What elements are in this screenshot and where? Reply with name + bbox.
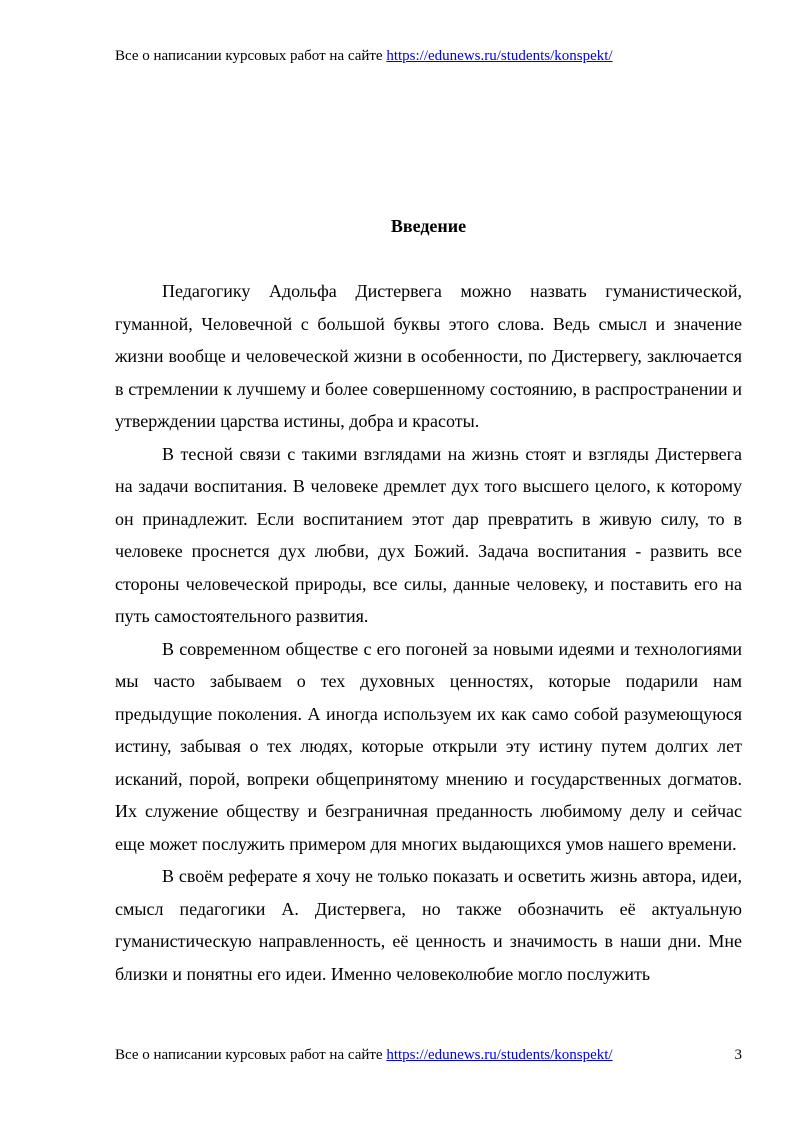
paragraph-2: В тесной связи с такими взглядами на жизнь стоят и взгляды Дистервега на задачи воспитания. В человеке дремлет дух того высшего целого, к которому он принадлежит. Если воспитанием этот дар превратить в живую силу, то в человеке проснется дух любви, дух Божий. Задача воспитания - развить все стороны человеческой природы, все силы, данные человеку, и поставить его на путь самостоятельного развития. <box>115 443 742 626</box>
body-text <box>115 275 742 990</box>
page-footer <box>115 1045 742 1065</box>
paragraph-3: В современном обществе с его погоней за новыми идеями и технологиями мы часто забываем о тех духовных ценностях, которые подарили нам предыдущие поколения. А иногда используем их как само собой разумеющуюся истину, забывая о тех людях, которые открыли эту истину путем долгих лет исканий, порой, вопреки общепринятому мнению и государственных догматов. Их служение обществу и безграничная преданность любимому делу и сейчас еще может послужить примером для многих выдающихся умов нашего времени. <box>115 638 742 854</box>
paragraph-1: Педагогику Адольфа Дистервега можно назвать гуманистической, гуманной, Человечной с большой буквы этого слова. Ведь смысл и значение жизни вообще и человеческой жизни в особенности, по Дистервегу, заключается в стремлении к лучшему и более совершенному состоянию, в распространении и утверждении царства истины, добра и красоты. <box>115 281 742 431</box>
page-header <box>115 46 613 66</box>
page-number: 3 <box>734 1047 742 1063</box>
section-title: Введение <box>390 216 467 236</box>
header-text: Все о написании курсовых работ на сайте <box>115 48 387 64</box>
footer-text: Все о написании курсовых работ на сайте <box>115 1047 387 1063</box>
paragraph-4: В своём реферате я хочу не только показать и осветить жизнь автора, идеи, смысл педагогики А. Дистервега, но также обозначить её актуальную гуманистическую направленность, её ценность и значимость в наши дни. Мне близки и понятны его идеи. Именно человеколюбие могло послужить <box>115 866 742 984</box>
header-link[interactable]: https://edunews.ru/students/konspekt/ <box>386 48 613 64</box>
footer-link[interactable]: https://edunews.ru/students/konspekt/ <box>386 1047 613 1063</box>
